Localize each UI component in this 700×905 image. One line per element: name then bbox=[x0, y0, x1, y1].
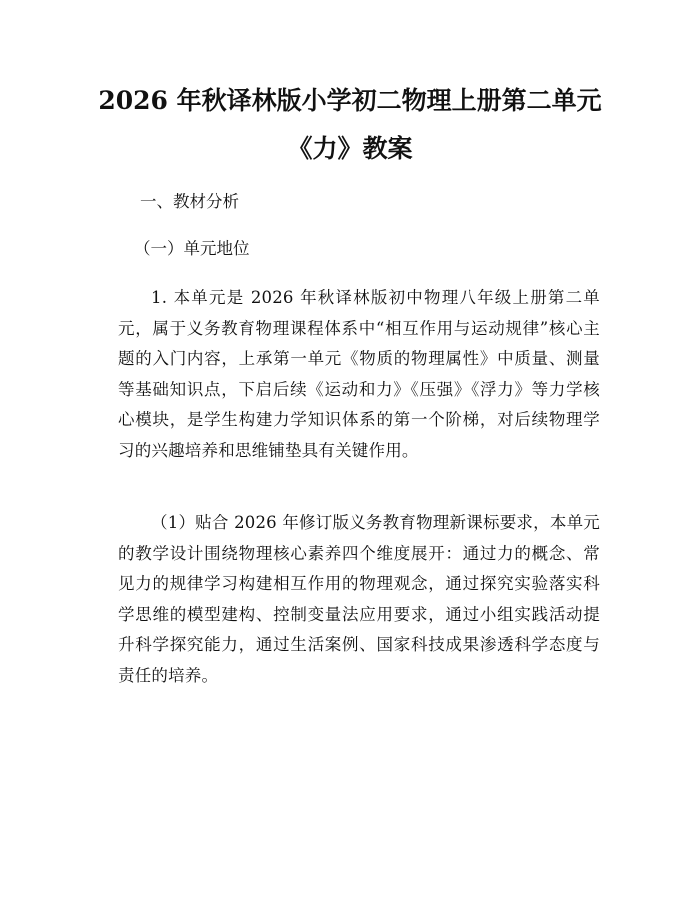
document-title-line-1: 2026 年秋译林版小学初二物理上册第二单元 bbox=[98, 86, 602, 115]
subsection-heading: （一）单元地位 bbox=[134, 239, 250, 258]
paragraph-unit-position: 1. 本单元是 2026 年秋译林版初中物理八年级上册第二单元，属于义务教育物理课程体系中“相互作用与运动规律”核心主题的入门内容，上承第一单元《物质的物理属性》中质量、测量等基础知识点，下启后续《运动和力》《压强》《浮力》等力学核心模块，是学生构建力学知识体系的第一个阶梯，对后续物理学习的兴趣培养和思维铺垫具有关键作用。 bbox=[118, 288, 600, 460]
section-heading: 一、教材分析 bbox=[140, 192, 239, 211]
document-title-line-2: 《力》教案 bbox=[287, 134, 413, 163]
paragraph-curriculum-standards: （1）贴合 2026 年修订版义务教育物理新课标要求，本单元的教学设计围绕物理核心素养四个维度展开：通过力的概念、常见力的规律学习构建相互作用的物理观念，通过探究实验落实科学思维的模型建构、控制变量法应用要求，通过小组实践活动提升科学探究能力，通过生活案例、国家科技成果渗透科学态度与责任的培养。 bbox=[118, 513, 600, 685]
